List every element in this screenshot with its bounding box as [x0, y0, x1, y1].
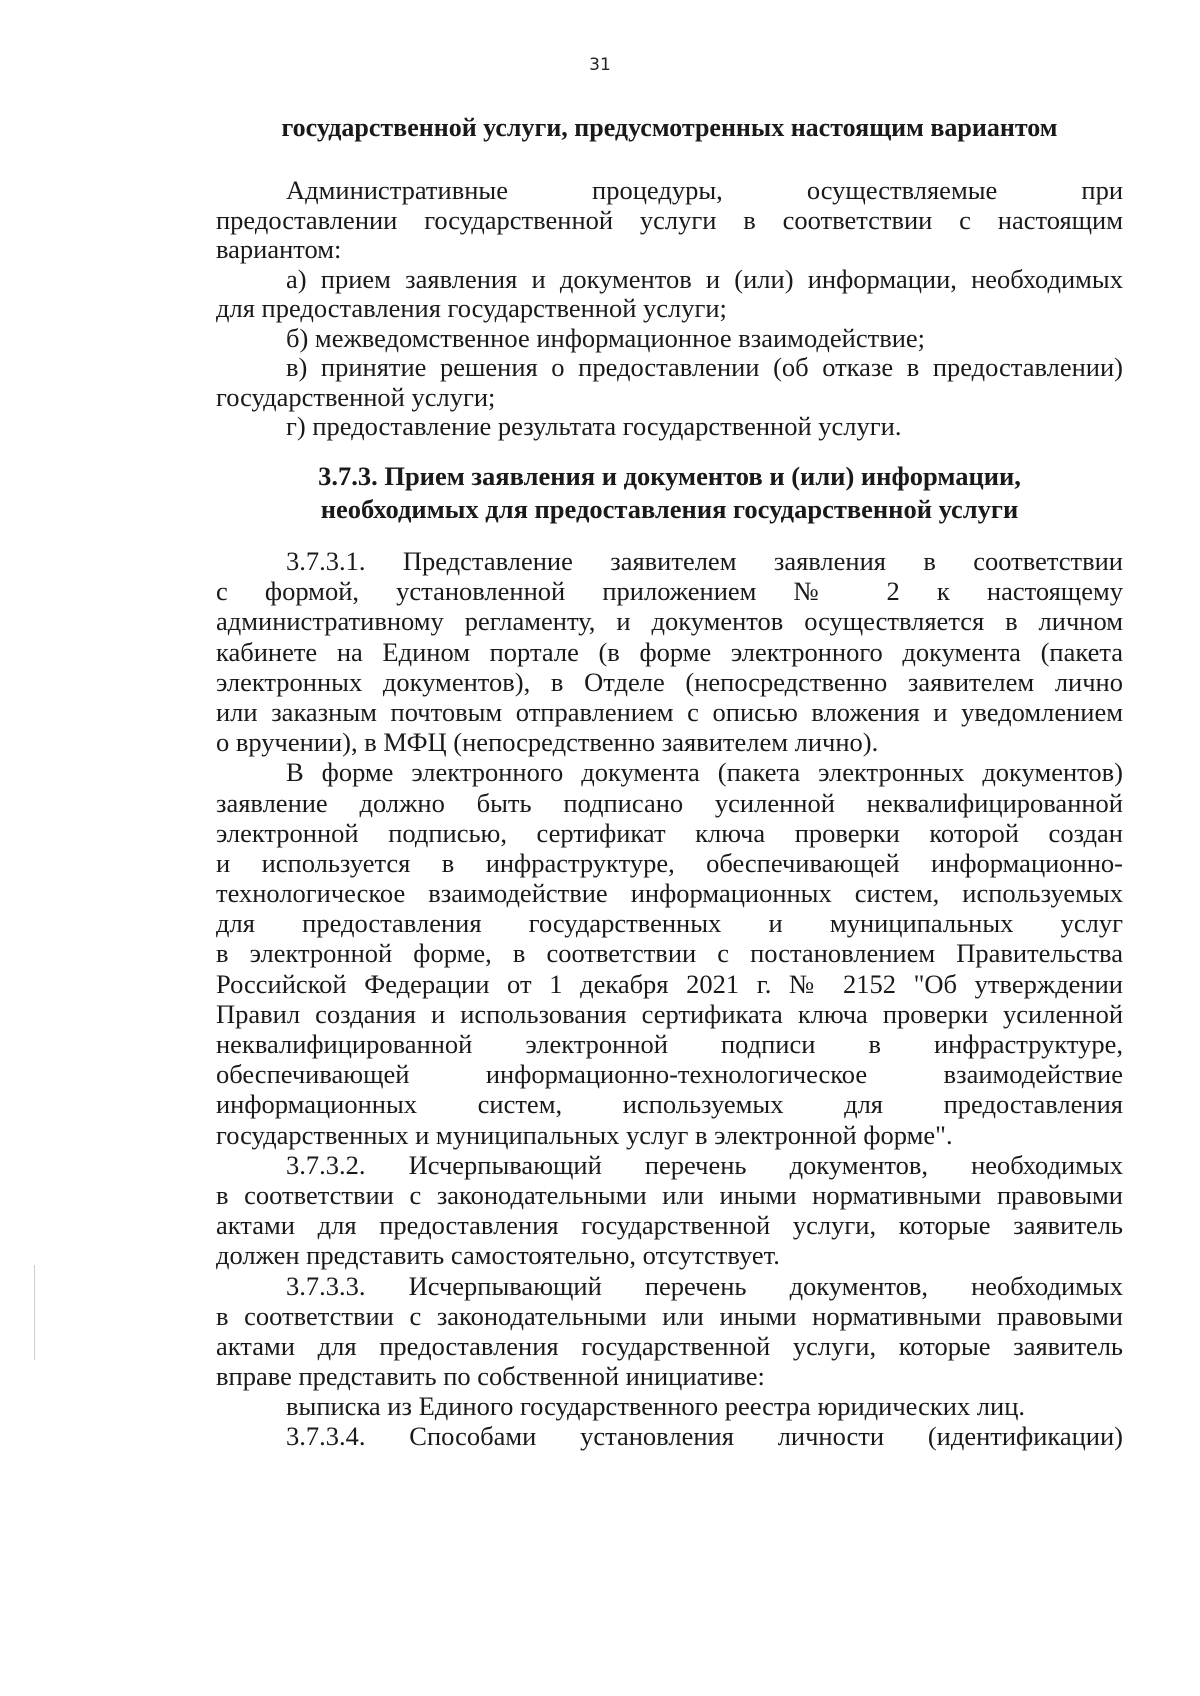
intro-line: государственной услуги; — [216, 381, 496, 412]
body-line: 3.7.3.1. Представление заявителем заявления в соответствии — [286, 546, 1123, 576]
body-line: электронной подписью, сертификат ключа проверки которой создан — [216, 817, 1123, 848]
intro-line: для предоставления государственной услуги; — [216, 293, 727, 323]
body-line: с формой, установленной приложением № 2 к настоящему — [216, 576, 1123, 607]
body-line: обеспечивающей информационно-технологическое взаимодействие — [216, 1059, 1123, 1090]
body-line: и используется в инфраструктуре, обеспечивающей информационно- — [216, 847, 1123, 878]
intro-line: предоставлении государственной услуги в соответствии с настоящим — [216, 204, 1123, 235]
body-line: должен представить самостоятельно, отсутствует. — [216, 1240, 780, 1271]
body-line: или заказным почтовым отправлением с описью вложения и уведомлением — [216, 696, 1123, 727]
intro-line: вариантом: — [216, 234, 342, 264]
section-heading — [216, 460, 1123, 526]
body-line: административному регламенту, и документов осуществляется в личном — [216, 606, 1123, 637]
section-heading-line: необходимых для предоставления государственной услуги — [320, 494, 1019, 524]
body-line: информационных систем, используемых для предоставления — [216, 1089, 1123, 1120]
intro-line: в) принятие решения о предоставлении (об отказе в предоставлении) — [286, 352, 1123, 382]
body-line: в электронной форме, в соответствии с постановлением Правительства — [216, 938, 1123, 969]
top-heading: государственной услуги, предусмотренных настоящим вариантом — [281, 113, 1058, 142]
body-line: 3.7.3.3. Исчерпывающий перечень документов, необходимых — [286, 1270, 1123, 1301]
body-line: В форме электронного документа (пакета электронных документов) — [286, 757, 1123, 788]
body-line: электронных документов), в Отделе (непосредственно заявителем лично — [216, 666, 1123, 697]
body-line: в соответствии с законодательными или иными нормативными правовыми — [216, 1300, 1123, 1331]
body-line: актами для предоставления государственной услуги, которые заявитель — [216, 1330, 1123, 1361]
body-line: вправе представить по собственной инициативе: — [216, 1361, 765, 1392]
body-line: неквалифицированной электронной подписи в инфраструктуре, — [216, 1029, 1123, 1059]
body-line: Российской Федерации от 1 декабря 2021 г. № 2152 "Об утверждении — [216, 968, 1123, 999]
body-line: в соответствии с законодательными или иными нормативными правовыми — [216, 1179, 1123, 1210]
body-line: выписка из Единого государственного реестра юридических лиц. — [286, 1391, 1025, 1422]
intro-line: Административные процедуры, осуществляемые при — [286, 175, 1123, 205]
body-paragraphs — [216, 546, 1123, 1452]
intro-line: б) межведомственное информационное взаимодействие; — [286, 322, 926, 353]
intro-paragraphs — [216, 176, 1123, 442]
section-heading-line: 3.7.3. Прием заявления и документов и (или) информации, — [318, 461, 1021, 491]
body-line: для предоставления государственных и муниципальных услуг — [216, 908, 1123, 939]
page-number: 31 — [589, 55, 611, 75]
scan-edge-mark — [34, 1265, 35, 1360]
intro-line: г) предоставление результата государственной услуги. — [286, 411, 902, 441]
body-line: кабинете на Едином портале (в форме электронного документа (пакета — [216, 636, 1123, 667]
body-line: 3.7.3.2. Исчерпывающий перечень документов, необходимых — [286, 1149, 1123, 1180]
body-line: 3.7.3.4. Способами установления личности (идентификации) — [286, 1421, 1123, 1452]
body-line: заявление должно быть подписано усиленной неквалифицированной — [216, 787, 1123, 818]
body-line: Правил создания и использования сертификата ключа проверки усиленной — [216, 998, 1123, 1029]
intro-line: а) прием заявления и документов и (или) информации, необходимых — [286, 263, 1123, 294]
body-line: государственных и муниципальных услуг в электронной форме". — [216, 1119, 953, 1150]
body-line: технологическое взаимодействие информационных систем, используемых — [216, 878, 1123, 909]
body-line: о вручении), в МФЦ (непосредственно заявителем лично). — [216, 727, 879, 758]
body-line: актами для предоставления государственной услуги, которые заявитель — [216, 1210, 1123, 1241]
